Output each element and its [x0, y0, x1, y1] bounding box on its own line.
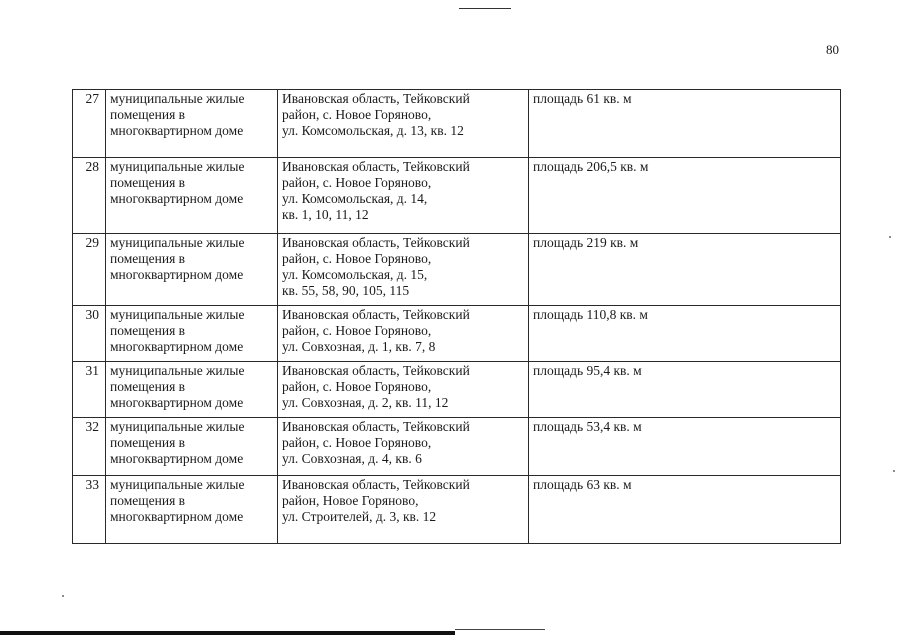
table-row: [73, 306, 841, 362]
address-line: Ивановская область, Тейковский: [282, 477, 470, 492]
object-name-cell: [106, 362, 278, 418]
object-name-line: муниципальные жилые: [110, 419, 245, 434]
object-name-cell: [106, 306, 278, 362]
area-cell: площадь 206,5 кв. м: [529, 158, 841, 234]
address-line: район, с. Новое Горяново,: [282, 251, 432, 266]
object-name-line: многоквартирном доме: [110, 267, 244, 282]
address-cell: [278, 362, 529, 418]
table-row: [73, 362, 841, 418]
object-name-line: муниципальные жилые: [110, 159, 245, 174]
row-number: 28: [73, 158, 106, 234]
address-line: ул. Совхозная, д. 1, кв. 7, 8: [282, 339, 436, 354]
header-rule: [459, 8, 511, 9]
table-row: [73, 418, 841, 476]
object-name-line: многоквартирном доме: [110, 123, 244, 138]
scan-speck: [893, 470, 895, 472]
area-cell: площадь 95,4 кв. м: [529, 362, 841, 418]
address-line: ул. Комсомольская, д. 14,: [282, 191, 428, 206]
object-name-line: помещения в: [110, 379, 186, 394]
object-name-line: многоквартирном доме: [110, 191, 244, 206]
address-line: ул. Совхозная, д. 4, кв. 6: [282, 451, 422, 466]
object-name-line: многоквартирном доме: [110, 451, 244, 466]
area-cell: площадь 110,8 кв. м: [529, 306, 841, 362]
address-line: ул. Комсомольская, д. 13, кв. 12: [282, 123, 464, 138]
table-row: [73, 90, 841, 158]
object-name-cell: [106, 418, 278, 476]
address-line: ул. Комсомольская, д. 15,: [282, 267, 428, 282]
object-name-line: помещения в: [110, 107, 186, 122]
table-row: [73, 234, 841, 306]
object-name-line: муниципальные жилые: [110, 235, 245, 250]
object-name-line: многоквартирном доме: [110, 339, 244, 354]
object-name-line: помещения в: [110, 175, 186, 190]
address-line: район, с. Новое Горяново,: [282, 175, 432, 190]
row-number: 30: [73, 306, 106, 362]
address-line: район, Новое Горяново,: [282, 493, 419, 508]
scan-edge-line: [0, 631, 455, 635]
address-cell: [278, 90, 529, 158]
table-row: [73, 476, 841, 544]
address-line: кв. 1, 10, 11, 12: [282, 207, 369, 222]
area-cell: площадь 63 кв. м: [529, 476, 841, 544]
address-cell: [278, 234, 529, 306]
address-line: Ивановская область, Тейковский: [282, 419, 470, 434]
address-line: район, с. Новое Горяново,: [282, 323, 432, 338]
address-line: Ивановская область, Тейковский: [282, 159, 470, 174]
object-name-line: помещения в: [110, 323, 186, 338]
row-number: 27: [73, 90, 106, 158]
scan-edge-line-thin: [455, 629, 545, 630]
object-name-line: помещения в: [110, 251, 186, 266]
address-line: район, с. Новое Горяново,: [282, 435, 432, 450]
object-name-cell: [106, 158, 278, 234]
page-number: 80: [826, 42, 839, 57]
scan-speck: [62, 595, 64, 597]
object-name-cell: [106, 90, 278, 158]
row-number: 33: [73, 476, 106, 544]
address-line: ул. Совхозная, д. 2, кв. 11, 12: [282, 395, 449, 410]
area-cell: площадь 219 кв. м: [529, 234, 841, 306]
object-name-cell: [106, 476, 278, 544]
address-line: Ивановская область, Тейковский: [282, 91, 470, 106]
address-line: ул. Строителей, д. 3, кв. 12: [282, 509, 437, 524]
row-number: 32: [73, 418, 106, 476]
object-name-line: муниципальные жилые: [110, 363, 245, 378]
object-name-line: помещения в: [110, 493, 186, 508]
property-table: [72, 89, 841, 544]
object-name-cell: [106, 234, 278, 306]
address-line: район, с. Новое Горяново,: [282, 379, 432, 394]
object-name-line: многоквартирном доме: [110, 395, 244, 410]
scan-speck: [889, 236, 891, 238]
area-cell: площадь 53,4 кв. м: [529, 418, 841, 476]
object-name-line: муниципальные жилые: [110, 477, 245, 492]
object-name-line: муниципальные жилые: [110, 91, 245, 106]
table-row: [73, 158, 841, 234]
address-line: Ивановская область, Тейковский: [282, 363, 470, 378]
object-name-line: муниципальные жилые: [110, 307, 245, 322]
address-line: кв. 55, 58, 90, 105, 115: [282, 283, 410, 298]
address-cell: [278, 418, 529, 476]
address-line: Ивановская область, Тейковский: [282, 307, 470, 322]
address-cell: [278, 306, 529, 362]
address-line: Ивановская область, Тейковский: [282, 235, 470, 250]
address-line: район, с. Новое Горяново,: [282, 107, 432, 122]
address-cell: [278, 476, 529, 544]
address-cell: [278, 158, 529, 234]
row-number: 29: [73, 234, 106, 306]
area-cell: площадь 61 кв. м: [529, 90, 841, 158]
object-name-line: помещения в: [110, 435, 186, 450]
object-name-line: многоквартирном доме: [110, 509, 244, 524]
row-number: 31: [73, 362, 106, 418]
